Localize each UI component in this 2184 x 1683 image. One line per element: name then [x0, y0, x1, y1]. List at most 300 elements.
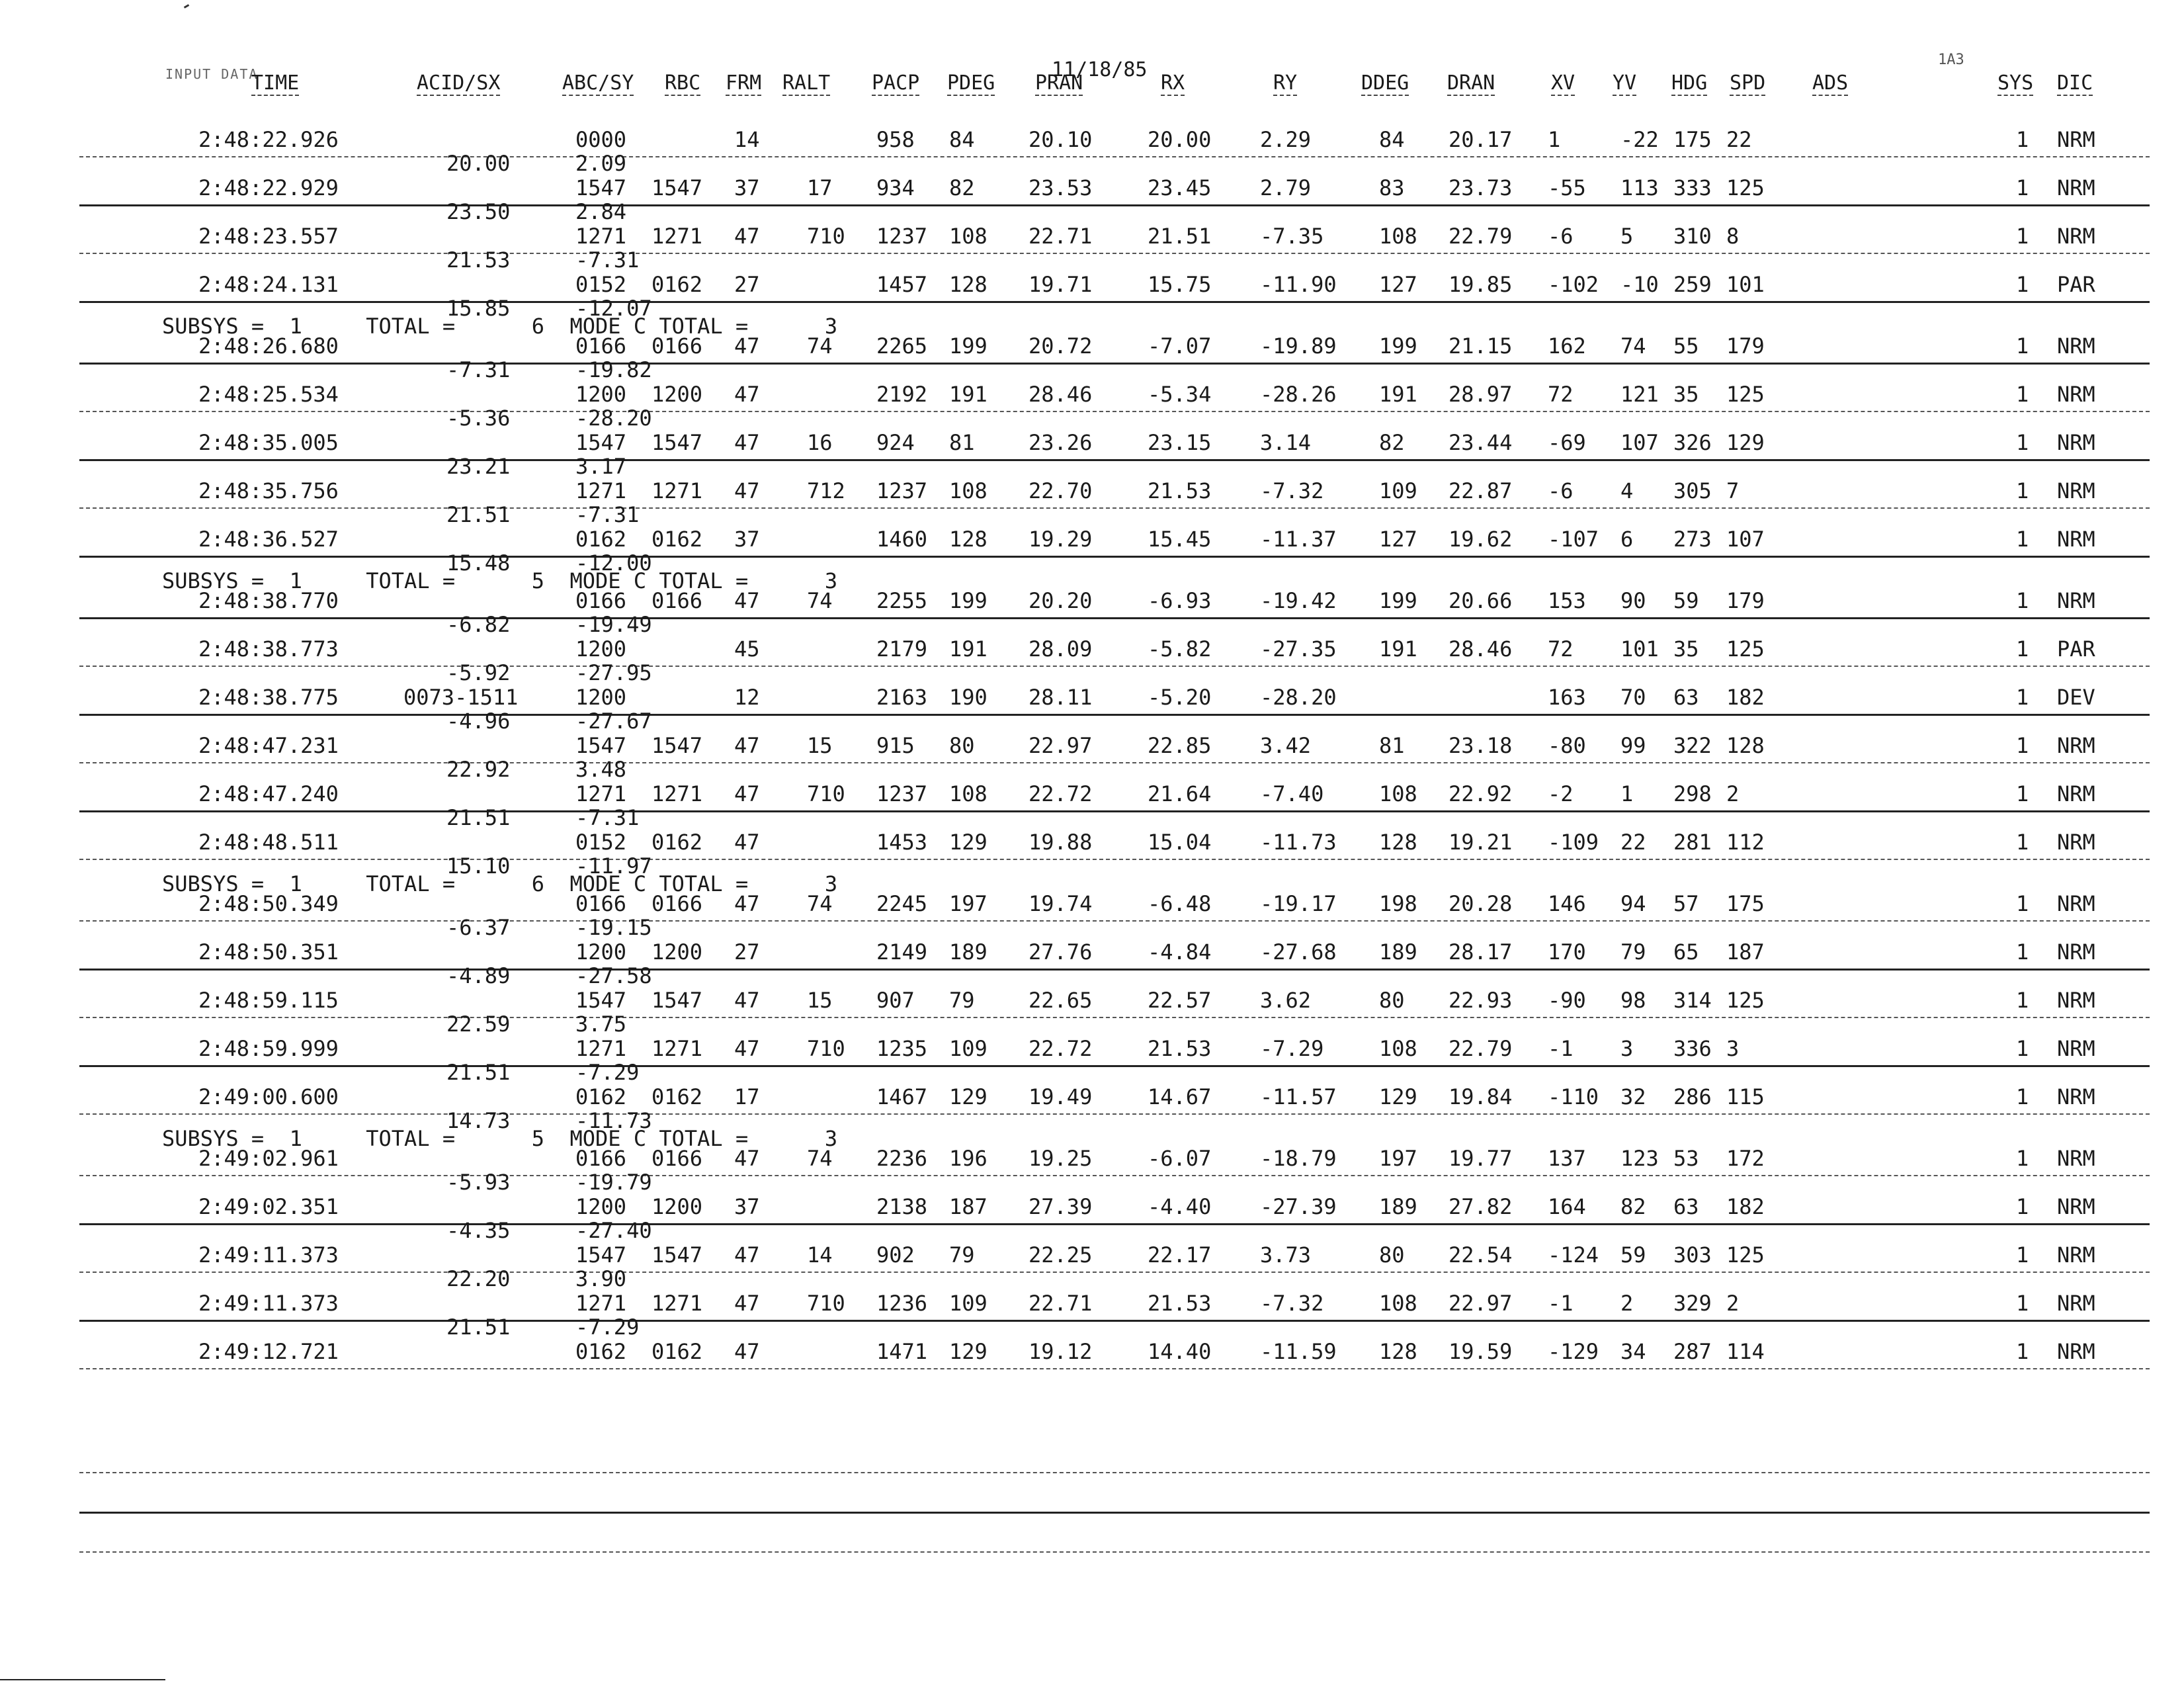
cell-spd: 2 — [1726, 1291, 1740, 1316]
cell-frm: 47 — [734, 1242, 760, 1268]
cell-xv: 1 — [1548, 127, 1561, 152]
cell-spd: 187 — [1726, 939, 1765, 965]
cell-dic: NRM — [2057, 1291, 2095, 1316]
row-rule — [79, 762, 2150, 763]
cell-rbc: 0166 — [651, 588, 703, 613]
row-rule — [79, 810, 2150, 812]
row-rule — [79, 301, 2150, 303]
cell-yv: 4 — [1620, 478, 1634, 503]
cell-ry: -11.59 — [1260, 1339, 1337, 1364]
col-header-xv: XV — [1551, 71, 1575, 95]
cell-dran: 22.97 — [1449, 1291, 1513, 1316]
cell-abc: 1271 — [575, 1036, 627, 1061]
cell-rx: 22.57 — [1148, 988, 1212, 1013]
cell-dic: NRM — [2057, 891, 2095, 916]
cell-ry: 3.14 — [1260, 430, 1312, 455]
cell-sys: 1 — [2016, 1036, 2029, 1061]
cell-rbc: 0162 — [651, 1084, 703, 1109]
cell-dran: 19.85 — [1449, 272, 1513, 297]
cell-time: 2:48:25.534 — [198, 382, 339, 407]
cell-ddeg: 128 — [1379, 830, 1417, 855]
cell-pacp: 2236 — [876, 1146, 928, 1171]
cell-ddeg: 189 — [1379, 1194, 1417, 1219]
cell-time: 2:48:23.557 — [198, 224, 339, 249]
cell-spd: 125 — [1726, 175, 1765, 200]
cell-dic: NRM — [2057, 988, 2095, 1013]
cell-spd: 125 — [1726, 636, 1765, 662]
cell-time: 2:48:26.680 — [198, 333, 339, 359]
cell-pacp: 2138 — [876, 1194, 928, 1219]
cell-pran: 22.71 — [1029, 224, 1093, 249]
cell-rx: -6.07 — [1148, 1146, 1212, 1171]
cell-sx: 21.51 — [446, 1060, 511, 1085]
cell-yv: -10 — [1620, 272, 1659, 297]
cell-dic: NRM — [2057, 1194, 2095, 1219]
cell-pdeg: 129 — [949, 1339, 987, 1364]
cell-pacp: 1457 — [876, 272, 928, 297]
cell-sy: -19.82 — [575, 357, 652, 382]
cell-time: 2:48:50.349 — [198, 891, 339, 916]
cell-rx: -4.84 — [1148, 939, 1212, 965]
cell-xv: 146 — [1548, 891, 1586, 916]
cell-pran: 27.39 — [1029, 1194, 1093, 1219]
cell-rbc: 1200 — [651, 382, 703, 407]
cell-time: 2:49:11.373 — [198, 1242, 339, 1268]
col-header-sys: SYS — [1997, 71, 2034, 95]
cell-ddeg: 191 — [1379, 636, 1417, 662]
cell-ddeg: 191 — [1379, 382, 1417, 407]
cell-rbc: 0162 — [651, 1339, 703, 1364]
cell-rbc: 1547 — [651, 1242, 703, 1268]
cell-hdg: 305 — [1673, 478, 1712, 503]
cell-abc: 0166 — [575, 588, 627, 613]
cell-abc: 1547 — [575, 175, 627, 200]
cell-pdeg: 128 — [949, 272, 987, 297]
cell-sys: 1 — [2016, 224, 2029, 249]
cell-sx: 21.51 — [446, 1315, 511, 1340]
cell-rx: 21.53 — [1148, 478, 1212, 503]
cell-rx: -5.20 — [1148, 685, 1212, 710]
cell-rbc: 1271 — [651, 781, 703, 806]
cell-spd: 115 — [1726, 1084, 1765, 1109]
cell-pdeg: 79 — [949, 988, 975, 1013]
cell-ddeg: 127 — [1379, 272, 1417, 297]
cell-yv: 121 — [1620, 382, 1659, 407]
cell-hdg: 53 — [1673, 1146, 1699, 1171]
cell-pdeg: 129 — [949, 1084, 987, 1109]
cell-abc: 1200 — [575, 939, 627, 965]
cell-pdeg: 84 — [949, 127, 975, 152]
row-rule — [79, 1551, 2150, 1553]
cell-ddeg: 108 — [1379, 224, 1417, 249]
cell-dran: 22.93 — [1449, 988, 1513, 1013]
cell-sys: 1 — [2016, 430, 2029, 455]
cell-dran: 20.66 — [1449, 588, 1513, 613]
cell-sy: -7.31 — [575, 247, 640, 273]
cell-dic: NRM — [2057, 333, 2095, 359]
cell-rbc: 1200 — [651, 1194, 703, 1219]
cell-abc: 1271 — [575, 478, 627, 503]
cell-pran: 19.71 — [1029, 272, 1093, 297]
cell-pran: 19.88 — [1029, 830, 1093, 855]
cell-ddeg: 80 — [1379, 1242, 1405, 1268]
cell-pacp: 1237 — [876, 224, 928, 249]
cell-frm: 47 — [734, 224, 760, 249]
row-rule — [79, 363, 2150, 365]
cell-ralt: 712 — [807, 478, 845, 503]
cell-frm: 47 — [734, 1339, 760, 1364]
cell-frm: 47 — [734, 382, 760, 407]
cell-sy: -19.49 — [575, 612, 652, 637]
cell-abc: 1547 — [575, 430, 627, 455]
cell-frm: 37 — [734, 175, 760, 200]
cell-pacp: 1236 — [876, 1291, 928, 1316]
cell-sys: 1 — [2016, 333, 2029, 359]
cell-rx: 22.85 — [1148, 733, 1212, 758]
cell-time: 2:48:38.770 — [198, 588, 339, 613]
cell-time: 2:49:02.961 — [198, 1146, 339, 1171]
row-rule — [79, 666, 2150, 667]
col-header-rx: RX — [1161, 71, 1185, 95]
row-rule — [79, 1320, 2150, 1322]
cell-pacp: 1471 — [876, 1339, 928, 1364]
cell-sx: 21.51 — [446, 502, 511, 527]
cell-pdeg: 196 — [949, 1146, 987, 1171]
cell-frm: 47 — [734, 830, 760, 855]
cell-pdeg: 109 — [949, 1291, 987, 1316]
header-note: INPUT DATA — [165, 66, 259, 82]
row-rule — [79, 859, 2150, 860]
cell-sys: 1 — [2016, 1084, 2029, 1109]
cell-sx: -6.37 — [446, 915, 511, 940]
col-header-time: TIME — [251, 71, 300, 95]
cell-ry: -28.20 — [1260, 685, 1337, 710]
cell-frm: 47 — [734, 588, 760, 613]
cell-ry: -11.90 — [1260, 272, 1337, 297]
col-header-dic: DIC — [2057, 71, 2093, 95]
row-rule — [79, 1175, 2150, 1176]
cell-time: 2:48:47.231 — [198, 733, 339, 758]
cell-ralt: 74 — [807, 891, 833, 916]
cell-dic: NRM — [2057, 830, 2095, 855]
cell-rbc: 1547 — [651, 430, 703, 455]
cell-sy: -7.31 — [575, 502, 640, 527]
cell-dran: 19.21 — [1449, 830, 1513, 855]
cell-xv: -129 — [1548, 1339, 1599, 1364]
cell-sy: -27.58 — [575, 963, 652, 988]
cell-dic: NRM — [2057, 1339, 2095, 1364]
cell-xv: -90 — [1548, 988, 1586, 1013]
cell-ddeg: 129 — [1379, 1084, 1417, 1109]
cell-sx: 23.50 — [446, 199, 511, 224]
cell-ralt: 15 — [807, 988, 833, 1013]
cell-spd: 7 — [1726, 478, 1740, 503]
cell-sys: 1 — [2016, 636, 2029, 662]
cell-dic: NRM — [2057, 175, 2095, 200]
cell-hdg: 281 — [1673, 830, 1712, 855]
cell-spd: 101 — [1726, 272, 1765, 297]
cell-xv: 137 — [1548, 1146, 1586, 1171]
cell-pacp: 958 — [876, 127, 915, 152]
cell-rx: -6.48 — [1148, 891, 1212, 916]
cell-rbc: 1271 — [651, 224, 703, 249]
cell-sx: 21.51 — [446, 805, 511, 830]
cell-pdeg: 79 — [949, 1242, 975, 1268]
cell-pran: 22.70 — [1029, 478, 1093, 503]
row-rule — [79, 1512, 2150, 1514]
cell-ry: -11.37 — [1260, 527, 1337, 552]
cell-pacp: 915 — [876, 733, 915, 758]
row-rule — [79, 411, 2150, 412]
cell-rx: 21.53 — [1148, 1036, 1212, 1061]
cell-frm: 12 — [734, 685, 760, 710]
cell-sys: 1 — [2016, 272, 2029, 297]
cell-ddeg: 108 — [1379, 1291, 1417, 1316]
cell-time: 2:48:47.240 — [198, 781, 339, 806]
cell-ry: 2.79 — [1260, 175, 1312, 200]
cell-abc: 1200 — [575, 636, 627, 662]
cell-abc: 0152 — [575, 272, 627, 297]
cell-spd: 182 — [1726, 1194, 1765, 1219]
cell-spd: 125 — [1726, 988, 1765, 1013]
cell-xv: -102 — [1548, 272, 1599, 297]
cell-pran: 23.53 — [1029, 175, 1093, 200]
cell-rx: -5.82 — [1148, 636, 1212, 662]
cell-ry: -7.32 — [1260, 478, 1324, 503]
cell-ry: -28.26 — [1260, 382, 1337, 407]
cell-rbc: 1200 — [651, 939, 703, 965]
cell-rx: 20.00 — [1148, 127, 1212, 152]
cell-time: 2:48:59.999 — [198, 1036, 339, 1061]
cell-yv: 79 — [1620, 939, 1646, 965]
cell-frm: 27 — [734, 272, 760, 297]
cell-spd: 3 — [1726, 1036, 1740, 1061]
cell-spd: 179 — [1726, 333, 1765, 359]
cell-frm: 45 — [734, 636, 760, 662]
cell-pdeg: 108 — [949, 224, 987, 249]
cell-abc: 1200 — [575, 382, 627, 407]
cell-pacp: 1460 — [876, 527, 928, 552]
cell-spd: 129 — [1726, 430, 1765, 455]
cell-rbc: 1547 — [651, 175, 703, 200]
cell-ralt: 74 — [807, 588, 833, 613]
cell-pacp: 1235 — [876, 1036, 928, 1061]
cell-spd: 112 — [1726, 830, 1765, 855]
cell-dic: NRM — [2057, 1084, 2095, 1109]
cell-sy: -11.73 — [575, 1108, 652, 1133]
cell-pdeg: 81 — [949, 430, 975, 455]
row-rule — [79, 253, 2150, 254]
cell-frm: 14 — [734, 127, 760, 152]
cell-time: 2:48:38.773 — [198, 636, 339, 662]
cell-time: 2:48:36.527 — [198, 527, 339, 552]
cell-yv: 113 — [1620, 175, 1659, 200]
cell-sy: -12.07 — [575, 296, 652, 321]
cell-sy: -27.67 — [575, 709, 652, 734]
cell-hdg: 175 — [1673, 127, 1712, 152]
cell-spd: 125 — [1726, 382, 1765, 407]
cell-time: 2:48:59.115 — [198, 988, 339, 1013]
cell-pran: 19.25 — [1029, 1146, 1093, 1171]
cell-sys: 1 — [2016, 781, 2029, 806]
cell-dic: NRM — [2057, 527, 2095, 552]
ink-mark — [184, 4, 189, 9]
cell-spd: 182 — [1726, 685, 1765, 710]
cell-ddeg: 198 — [1379, 891, 1417, 916]
cell-pacp: 924 — [876, 430, 915, 455]
cell-rx: 15.75 — [1148, 272, 1212, 297]
cell-frm: 47 — [734, 1036, 760, 1061]
cell-sx: 21.53 — [446, 247, 511, 273]
cell-spd: 107 — [1726, 527, 1765, 552]
cell-sy: 3.48 — [575, 757, 627, 782]
cell-dic: PAR — [2057, 272, 2095, 297]
col-header-ralt: RALT — [782, 71, 831, 95]
cell-yv: 32 — [1620, 1084, 1646, 1109]
row-rule — [79, 556, 2150, 558]
cell-rx: 21.53 — [1148, 1291, 1212, 1316]
cell-rbc: 1271 — [651, 1036, 703, 1061]
cell-rx: -7.07 — [1148, 333, 1212, 359]
cell-dic: NRM — [2057, 781, 2095, 806]
cell-ry: -27.68 — [1260, 939, 1337, 965]
cell-abc: 0000 — [575, 127, 627, 152]
row-rule — [79, 1368, 2150, 1369]
cell-hdg: 287 — [1673, 1339, 1712, 1364]
cell-frm: 47 — [734, 1291, 760, 1316]
cell-sys: 1 — [2016, 527, 2029, 552]
cell-pran: 19.29 — [1029, 527, 1093, 552]
cell-ddeg: 83 — [1379, 175, 1405, 200]
cell-time: 2:48:22.929 — [198, 175, 339, 200]
cell-sx: -5.92 — [446, 660, 511, 685]
cell-frm: 37 — [734, 1194, 760, 1219]
cell-ry: 3.62 — [1260, 988, 1312, 1013]
cell-abc: 1547 — [575, 1242, 627, 1268]
cell-pran: 22.71 — [1029, 1291, 1093, 1316]
cell-yv: 90 — [1620, 588, 1646, 613]
cell-ry: -11.73 — [1260, 830, 1337, 855]
cell-pdeg: 189 — [949, 939, 987, 965]
cell-dran: 21.15 — [1449, 333, 1513, 359]
cell-ddeg: 109 — [1379, 478, 1417, 503]
cell-sx: 22.59 — [446, 1012, 511, 1037]
cell-hdg: 322 — [1673, 733, 1712, 758]
cell-spd: 128 — [1726, 733, 1765, 758]
cell-dran: 20.17 — [1449, 127, 1513, 152]
cell-time: 2:48:22.926 — [198, 127, 339, 152]
cell-hdg: 55 — [1673, 333, 1699, 359]
cell-pran: 23.26 — [1029, 430, 1093, 455]
cell-dic: NRM — [2057, 382, 2095, 407]
row-rule — [79, 920, 2150, 922]
cell-rbc: 1271 — [651, 1291, 703, 1316]
cell-dran: 22.54 — [1449, 1242, 1513, 1268]
col-header-pdeg: PDEG — [947, 71, 995, 95]
cell-dran: 22.79 — [1449, 1036, 1513, 1061]
cell-abc: 0152 — [575, 830, 627, 855]
cell-frm: 47 — [734, 1146, 760, 1171]
cell-pacp: 1453 — [876, 830, 928, 855]
cell-yv: 6 — [1620, 527, 1634, 552]
cell-rx: -5.34 — [1148, 382, 1212, 407]
cell-hdg: 286 — [1673, 1084, 1712, 1109]
cell-hdg: 336 — [1673, 1036, 1712, 1061]
cell-spd: 172 — [1726, 1146, 1765, 1171]
cell-sx: -4.96 — [446, 709, 511, 734]
cell-pacp: 1237 — [876, 478, 928, 503]
cell-dic: NRM — [2057, 1146, 2095, 1171]
report-date: 11/18/85 — [1052, 58, 1148, 81]
cell-pdeg: 197 — [949, 891, 987, 916]
col-header-hdg: HDG — [1671, 71, 1708, 95]
row-rule — [79, 617, 2150, 619]
cell-sy: -19.15 — [575, 915, 652, 940]
cell-time: 2:49:00.600 — [198, 1084, 339, 1109]
cell-sx: 15.48 — [446, 550, 511, 576]
cell-pdeg: 109 — [949, 1036, 987, 1061]
cell-rx: 23.15 — [1148, 430, 1212, 455]
cell-rbc: 0166 — [651, 1146, 703, 1171]
cell-ry: -19.89 — [1260, 333, 1337, 359]
cell-sys: 1 — [2016, 382, 2029, 407]
cell-spd: 179 — [1726, 588, 1765, 613]
cell-xv: -6 — [1548, 224, 1574, 249]
cell-ry: -19.42 — [1260, 588, 1337, 613]
cell-pdeg: 128 — [949, 527, 987, 552]
cell-yv: -22 — [1620, 127, 1659, 152]
cell-sys: 1 — [2016, 685, 2029, 710]
cell-yv: 74 — [1620, 333, 1646, 359]
cell-abc: 1547 — [575, 733, 627, 758]
row-rule — [79, 1113, 2150, 1115]
cell-sx: 14.73 — [446, 1108, 511, 1133]
cell-dran: 22.87 — [1449, 478, 1513, 503]
cell-pacp: 902 — [876, 1242, 915, 1268]
cell-xv: 72 — [1548, 636, 1574, 662]
cell-abc: 1271 — [575, 781, 627, 806]
cell-sx: 15.85 — [446, 296, 511, 321]
cell-ddeg: 108 — [1379, 781, 1417, 806]
cell-pdeg: 187 — [949, 1194, 987, 1219]
cell-abc: 0166 — [575, 1146, 627, 1171]
cell-frm: 17 — [734, 1084, 760, 1109]
cell-dran: 23.44 — [1449, 430, 1513, 455]
cell-sys: 1 — [2016, 478, 2029, 503]
cell-rx: 21.51 — [1148, 224, 1212, 249]
cell-sx: -5.93 — [446, 1170, 511, 1195]
row-rule — [79, 969, 2150, 971]
cell-pran: 22.97 — [1029, 733, 1093, 758]
cell-xv: -1 — [1548, 1291, 1574, 1316]
cell-yv: 98 — [1620, 988, 1646, 1013]
cell-time: 2:49:11.373 — [198, 1291, 339, 1316]
cell-frm: 47 — [734, 733, 760, 758]
cell-pdeg: 190 — [949, 685, 987, 710]
cell-pran: 19.74 — [1029, 891, 1093, 916]
cell-time: 2:49:12.721 — [198, 1339, 339, 1364]
cell-dic: NRM — [2057, 127, 2095, 152]
cell-pacp: 2255 — [876, 588, 928, 613]
cell-pacp: 1467 — [876, 1084, 928, 1109]
cell-hdg: 329 — [1673, 1291, 1712, 1316]
cell-spd: 114 — [1726, 1339, 1765, 1364]
cell-abc: 0166 — [575, 333, 627, 359]
cell-pdeg: 80 — [949, 733, 975, 758]
cell-pacp: 1237 — [876, 781, 928, 806]
col-header-spd: SPD — [1730, 71, 1766, 95]
cell-ry: 3.42 — [1260, 733, 1312, 758]
